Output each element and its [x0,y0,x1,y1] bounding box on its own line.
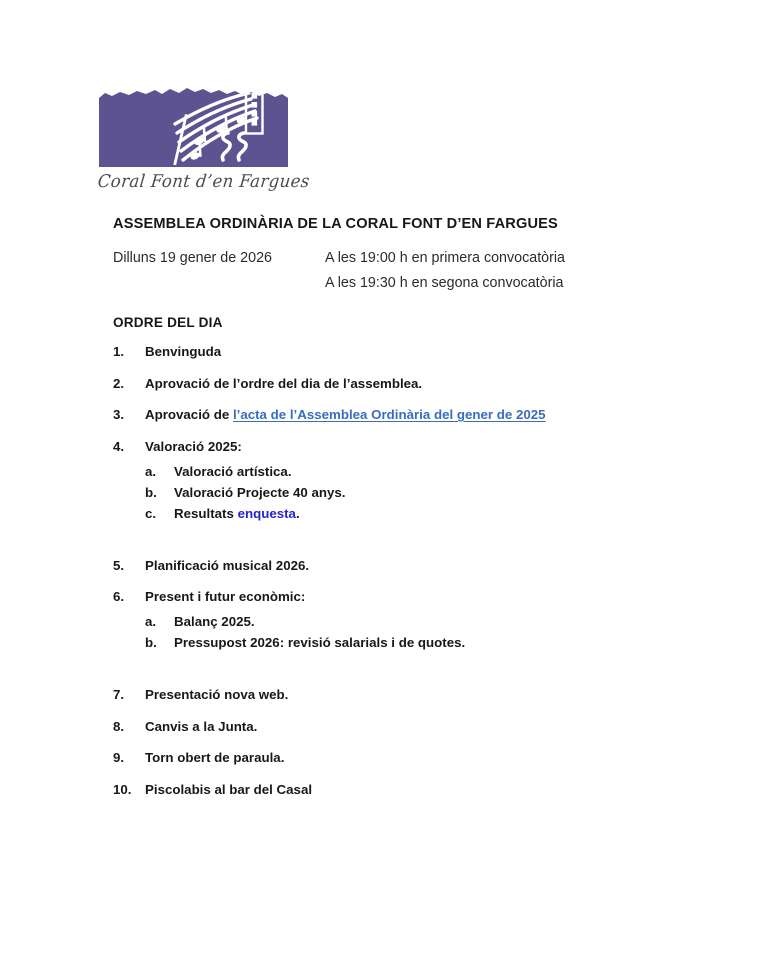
agenda-item-marker: 8. [113,718,125,734]
agenda-item [113,719,713,735]
agenda-item-marker: 7. [113,687,125,702]
meeting-date: Dilluns 19 gener de 2026 [113,250,272,266]
agenda-item-marker: 5. [113,557,125,573]
coral-font-den-fargues-logo-icon [99,86,288,167]
agenda-item-text: Canvis a la Junta. [145,718,258,734]
agenda-subitem [145,482,713,503]
agenda-subitem-marker: c. [145,505,157,521]
agenda-item-text: Presentació nova web. [145,687,289,702]
agenda-subitem [145,461,713,482]
agenda-item [113,376,713,392]
agenda-item-link[interactable]: l’acta de l’Assemblea Ordinària del gener de 2025 [232,407,546,422]
meeting-times [325,246,673,296]
agenda-subitem-text: Pressupost 2026: revisió salarials i de quotes. [174,635,466,650]
agenda-item-text: Piscolabis al bar del Casal [145,781,313,797]
agenda-item-text: Valoració 2025: [145,438,242,454]
agenda-subitem-text: Valoració artística. [174,463,292,479]
agenda-item-marker: 6. [113,589,125,604]
agenda-subitem-text [174,503,713,524]
agenda-item [113,589,713,653]
agenda-item-text: Aprovació de l’ordre del dia de l’assemblea. [145,375,423,391]
agenda-subitem-marker: a. [145,463,157,479]
agenda-item [113,407,713,423]
agenda-subitem-marker: a. [145,614,157,629]
agenda-subitem-list [145,611,713,653]
agenda-item-marker: 3. [113,407,125,422]
agenda-subitem-text: Valoració Projecte 40 anys. [174,484,346,500]
agenda-item [113,344,713,360]
agenda-item-text: Torn obert de paraula. [145,750,285,765]
meeting-info-row [113,246,673,296]
agenda-item-marker: 1. [113,344,125,359]
agenda-subitem-marker: b. [145,484,157,500]
agenda-subitem-text-suffix: . [295,505,300,521]
logo-wordmark [96,170,311,194]
agenda-item-text: Planificació musical 2026. [145,557,310,573]
agenda-subitem-text: Balanç 2025. [174,614,255,629]
agenda-subitem [145,632,713,653]
agenda-subitem-link[interactable]: enquesta [237,505,296,521]
agenda-item-marker: 4. [113,438,125,454]
agenda-subitem [145,503,713,524]
page-title: ASSEMBLEA ORDINÀRIA DE LA CORAL FONT D’EN FARGUES [113,216,558,232]
agenda-item-marker: 9. [113,750,125,765]
agenda-item-text-prefix: Aprovació de [145,407,233,422]
agenda-item [113,558,713,574]
agenda-subitem-list [145,461,713,524]
agenda-item [113,439,713,524]
meeting-time-second-call: A les 19:30 h en segona convocatòria [325,275,564,291]
agenda-item [113,687,713,703]
organization-logo [96,86,311,194]
agenda-item-text: Present i futur econòmic: [145,589,306,604]
agenda-item-text: Benvinguda [145,344,222,359]
agenda-subitem [145,611,713,632]
agenda-item [113,782,713,798]
agenda-item-text [145,407,713,423]
agenda-heading: ORDRE DEL DIA [113,315,223,330]
meeting-time-first-call: A les 19:00 h en primera convocatòria [325,250,566,266]
agenda-subitem-text-prefix: Resultats [174,505,238,521]
logo-wordmark-text: Coral Font d’en Fargues [96,171,311,192]
agenda-item [113,750,713,766]
agenda-list [113,344,713,813]
agenda-item-marker: 10. [113,781,132,797]
agenda-item-marker: 2. [113,375,125,391]
meeting-info [113,246,673,296]
agenda-subitem-marker: b. [145,635,157,650]
